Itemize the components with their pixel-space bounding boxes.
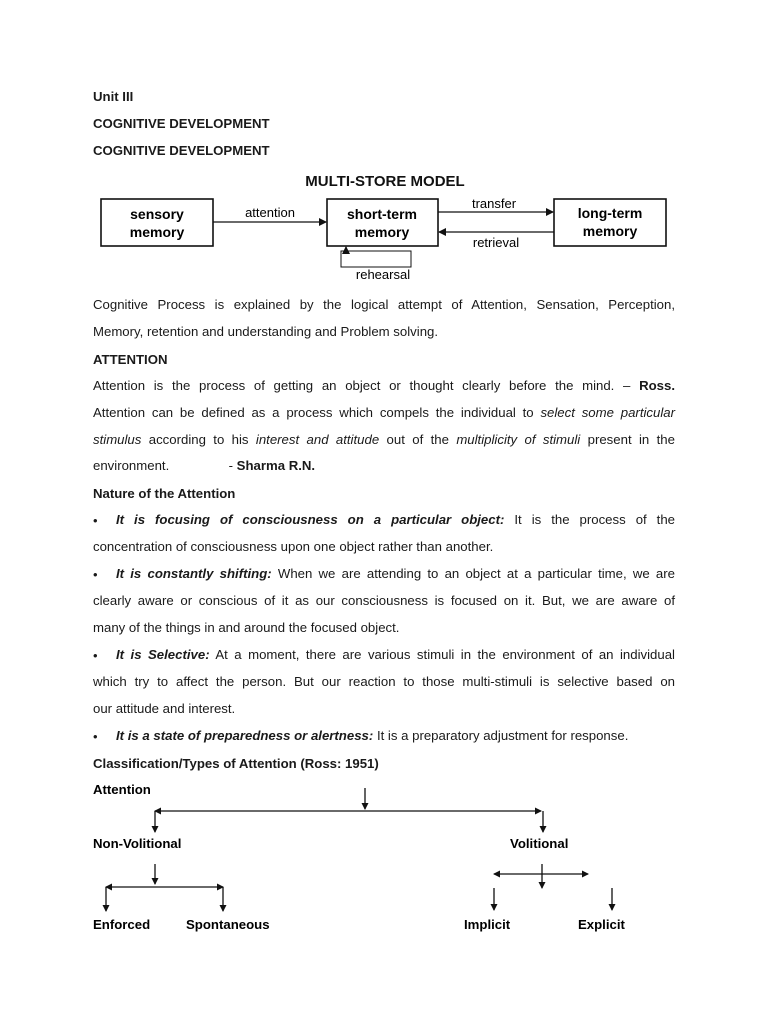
nature-item-1: It is focusing of consciousness on a particular object: It is the process of the	[116, 512, 676, 527]
definition-line-2: Attention can be defined as a process which compels the individual to select some particular	[93, 405, 675, 420]
tree-explicit: Explicit	[578, 917, 625, 932]
attention-label: attention	[245, 205, 295, 220]
nature-item-1-cont: concentration of consciousness upon one object rather than another.	[93, 539, 494, 554]
intro-line-1: Cognitive Process is explained by the logical attempt of Attention, Sensation, Perception,	[93, 297, 675, 312]
tree-non-volitional: Non-Volitional	[93, 836, 182, 851]
intro-line-2: Memory, retention and understanding and Problem solving.	[93, 324, 439, 339]
definition-line-3: stimulus according to his interest and attitude out of the multiplicity of stimuli present in the	[93, 432, 675, 447]
attention-heading: ATTENTION	[93, 352, 168, 367]
nature-item-3-cont-2: our attitude and interest.	[93, 701, 236, 716]
chapter-title-repeat: COGNITIVE DEVELOPMENT	[93, 143, 270, 158]
short-term-label-2: memory	[354, 224, 410, 240]
definition-ross: Attention is the process of getting an object or thought clearly before the mind. – Ross.	[93, 378, 675, 393]
author-sharma: Sharma R.N.	[236, 458, 316, 473]
nature-item-3-cont: which try to affect the person. But our reaction to those multi-stimuli is selective based on	[93, 674, 675, 689]
multi-store-model-diagram	[0, 165, 768, 290]
attention-classification-tree	[0, 780, 768, 940]
chapter-title: COGNITIVE DEVELOPMENT	[93, 116, 270, 131]
author-ross: Ross.	[639, 378, 675, 393]
nature-item-4: It is a state of preparedness or alertness: It is a preparatory adjustment for response.	[116, 728, 629, 743]
nature-item-2-cont-2: many of the things in and around the focused object.	[93, 620, 400, 635]
transfer-label: transfer	[471, 196, 517, 211]
retrieval-label: retrieval	[472, 235, 520, 250]
bullet-2: •	[93, 567, 98, 582]
nature-item-2: It is constantly shifting: When we are attending to an object at a particular time, we are	[116, 566, 675, 581]
bullet-3: •	[93, 648, 98, 663]
tree-spontaneous: Spontaneous	[186, 917, 270, 932]
sensory-label-2: memory	[129, 224, 185, 240]
nature-item-3: It is Selective: At a moment, there are various stimuli in the environment of an individual	[116, 647, 675, 662]
sensory-label-1: sensory	[130, 206, 184, 222]
nature-item-2-cont: clearly aware or conscious of it as our consciousness is focused on it. But, we are aware of	[93, 593, 675, 608]
nature-heading: Nature of the Attention	[93, 486, 236, 501]
tree-enforced: Enforced	[93, 917, 151, 932]
definition-line-4: environment. - Sharma R.N.	[93, 458, 316, 473]
classification-heading: Classification/Types of Attention (Ross: 1951)	[93, 756, 379, 771]
short-term-label-1: short-term	[346, 206, 418, 222]
tree-implicit: Implicit	[464, 917, 511, 932]
unit-label: Unit III	[93, 89, 134, 104]
long-term-label-2: memory	[582, 223, 638, 239]
bullet-4: •	[93, 729, 98, 744]
long-term-label-1: long-term	[577, 205, 643, 221]
tree-volitional: Volitional	[510, 836, 569, 851]
rehearsal-loop	[341, 251, 411, 267]
model-title: MULTI-STORE MODEL	[305, 173, 465, 190]
tree-root-attention: Attention	[93, 782, 151, 797]
rehearsal-label: rehearsal	[355, 267, 411, 282]
bullet-1: •	[93, 513, 98, 528]
